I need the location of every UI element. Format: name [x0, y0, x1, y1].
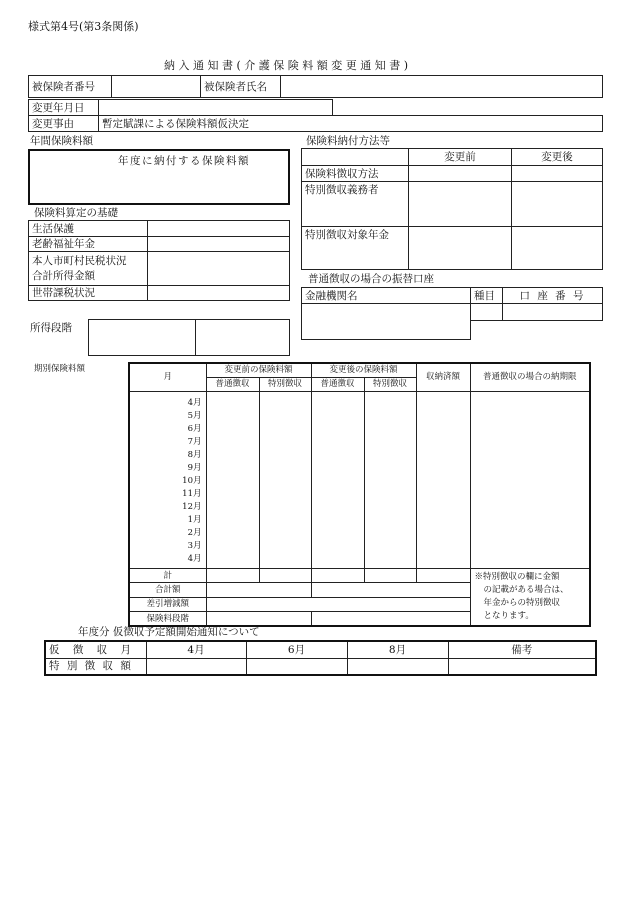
before-special-header: 特別徴収	[259, 377, 311, 391]
income-stage-field[interactable]	[196, 320, 290, 356]
paid-header: 収納済額	[416, 363, 470, 391]
form-number: 様式第4号(第3条関係)	[28, 20, 139, 33]
amount-cell[interactable]	[416, 461, 470, 474]
provisional-month: 6月	[246, 641, 347, 658]
provisional-month-label: 仮 徴 収 月	[45, 641, 146, 658]
account-label: 口 座 番 号	[503, 288, 603, 304]
insured-name-label: 被保険者氏名	[201, 76, 281, 98]
basis-row-value[interactable]	[148, 252, 290, 286]
month-label: 5月	[129, 409, 206, 422]
stage-label: 保険料段階	[129, 612, 206, 626]
income-stage-label: 所得段階	[30, 322, 72, 334]
amount-cell[interactable]	[470, 422, 590, 435]
type-label: 種目	[471, 288, 503, 304]
deadline-header: 普通徴収の場合の納期限	[470, 363, 590, 391]
amount-cell[interactable]	[416, 500, 470, 513]
amount-cell[interactable]	[206, 500, 259, 513]
income-stage-table	[88, 319, 290, 356]
provisional-month: 4月	[146, 641, 246, 658]
institution-field[interactable]	[302, 304, 471, 340]
total-cell[interactable]	[259, 569, 311, 583]
amount-cell[interactable]	[259, 513, 311, 526]
amount-cell[interactable]	[416, 487, 470, 500]
amount-cell[interactable]	[259, 448, 311, 461]
change-date-field[interactable]	[99, 100, 333, 116]
provisional-amount-cell[interactable]	[246, 658, 347, 675]
amount-cell[interactable]	[416, 539, 470, 552]
change-date-table	[28, 99, 333, 116]
note-line: となります。	[483, 611, 534, 621]
amount-cell[interactable]	[311, 526, 364, 539]
month-label: 4月	[129, 396, 206, 409]
after-normal-header: 普通徴収	[311, 377, 364, 391]
amount-cell[interactable]	[364, 435, 416, 448]
total-cell[interactable]	[416, 569, 470, 583]
provisional-month: 8月	[347, 641, 448, 658]
col-after-header: 変更後	[512, 149, 603, 166]
amount-cell[interactable]	[259, 539, 311, 552]
payment-before-field[interactable]	[409, 182, 512, 227]
month-label: 6月	[129, 422, 206, 435]
sum-before-cell[interactable]	[206, 583, 311, 597]
amount-cell[interactable]	[311, 422, 364, 435]
bank-section-label: 普通徴収の場合の振替口座	[308, 273, 434, 285]
payment-method-table	[301, 148, 603, 270]
month-label: 3月	[129, 539, 206, 552]
amount-cell[interactable]	[206, 435, 259, 448]
total-cell[interactable]	[311, 569, 364, 583]
amount-cell[interactable]	[364, 487, 416, 500]
basis-table	[28, 220, 290, 301]
amount-cell[interactable]	[311, 487, 364, 500]
bank-table	[301, 287, 603, 340]
amount-cell[interactable]	[259, 461, 311, 474]
change-reason-value: 暫定賦課による保険料額仮決定	[99, 116, 603, 132]
amount-cell[interactable]	[206, 539, 259, 552]
amount-cell[interactable]	[259, 552, 311, 569]
insured-number-label: 被保険者番号	[29, 76, 112, 98]
before-normal-header: 普通徴収	[206, 377, 259, 391]
basis-row-label: 世帯課税状況	[29, 286, 148, 301]
amount-cell[interactable]	[364, 448, 416, 461]
payment-after-field[interactable]	[512, 166, 603, 182]
amount-cell[interactable]	[259, 396, 311, 409]
amount-cell[interactable]	[259, 526, 311, 539]
payment-after-field[interactable]	[512, 182, 603, 227]
amount-cell[interactable]	[311, 409, 364, 422]
amount-cell[interactable]	[416, 422, 470, 435]
basis-row-label	[29, 252, 148, 286]
account-field[interactable]	[503, 304, 603, 321]
note-line: 年金からの特別徴収	[483, 598, 561, 608]
payment-method-label: 保険料納付方法等	[306, 135, 390, 147]
total-cell[interactable]	[206, 569, 259, 583]
period-section-label: 期別保険料額	[34, 364, 86, 374]
payment-before-field[interactable]	[409, 166, 512, 182]
amount-cell[interactable]	[311, 539, 364, 552]
diff-label: 差引増減額	[129, 597, 206, 611]
month-label: 10月	[129, 474, 206, 487]
amount-cell[interactable]	[311, 461, 364, 474]
month-label: 7月	[129, 435, 206, 448]
payment-before-field[interactable]	[409, 227, 512, 270]
basis-row-label: 生活保護	[29, 221, 148, 237]
month-label: 12月	[129, 500, 206, 513]
amount-cell[interactable]	[311, 552, 364, 569]
provisional-amount-cell[interactable]	[347, 658, 448, 675]
amount-cell[interactable]	[311, 396, 364, 409]
amount-cell[interactable]	[416, 448, 470, 461]
change-date-label: 変更年月日	[29, 100, 99, 116]
amount-cell[interactable]	[206, 422, 259, 435]
income-stage-field[interactable]	[89, 320, 196, 356]
amount-cell[interactable]	[206, 409, 259, 422]
change-reason-label: 変更事由	[29, 116, 99, 132]
month-label: 4月	[129, 552, 206, 569]
total-cell[interactable]	[364, 569, 416, 583]
basis-row-value[interactable]	[148, 221, 290, 237]
amount-cell[interactable]	[259, 409, 311, 422]
amount-cell[interactable]	[364, 409, 416, 422]
provisional-amount-label: 特 別 徴 収 額	[45, 658, 146, 675]
col-before-header: 変更前	[409, 149, 512, 166]
amount-cell[interactable]	[259, 435, 311, 448]
sum-after-cell[interactable]	[311, 583, 470, 597]
remarks-cell[interactable]	[448, 658, 596, 675]
payment-row-label: 特別徴収対象年金	[302, 227, 409, 270]
provisional-table	[44, 640, 597, 676]
amount-cell[interactable]	[259, 422, 311, 435]
month-label: 9月	[129, 461, 206, 474]
amount-cell[interactable]	[416, 474, 470, 487]
payment-after-field[interactable]	[512, 227, 603, 270]
amount-cell[interactable]	[206, 487, 259, 500]
annual-premium-label: 年間保険料額	[30, 135, 93, 147]
amount-cell[interactable]	[470, 500, 590, 513]
amount-cell[interactable]	[470, 409, 590, 422]
amount-cell[interactable]	[259, 500, 311, 513]
payment-row-label: 保険料徴収方法	[302, 166, 409, 182]
annual-premium-text: 年度に納付する保険料額	[118, 155, 250, 167]
amount-cell[interactable]	[416, 435, 470, 448]
amount-cell[interactable]	[470, 396, 590, 409]
amount-cell[interactable]	[311, 435, 364, 448]
basis-row-label: 老齢福祉年金	[29, 237, 148, 252]
insured-name-field[interactable]	[281, 76, 603, 98]
month-label: 2月	[129, 526, 206, 539]
amount-cell[interactable]	[364, 513, 416, 526]
basis-section-label: 保険料算定の基礎	[34, 207, 118, 219]
basis-row-value[interactable]	[148, 286, 290, 301]
amount-cell[interactable]	[470, 552, 590, 569]
amount-cell[interactable]	[206, 461, 259, 474]
amount-cell[interactable]	[416, 396, 470, 409]
after-special-header: 特別徴収	[364, 377, 416, 391]
insured-info-table	[28, 75, 603, 98]
amount-cell[interactable]	[364, 500, 416, 513]
amount-cell[interactable]	[470, 526, 590, 539]
total-label: 計	[129, 569, 206, 583]
amount-cell[interactable]	[259, 474, 311, 487]
month-label: 11月	[129, 487, 206, 500]
amount-cell[interactable]	[364, 396, 416, 409]
after-header: 変更後の保険料額	[311, 363, 416, 377]
amount-cell[interactable]	[470, 513, 590, 526]
amount-cell[interactable]	[470, 539, 590, 552]
amount-cell[interactable]	[364, 539, 416, 552]
stage-after-cell[interactable]	[311, 612, 470, 626]
amount-cell[interactable]	[206, 474, 259, 487]
amount-cell[interactable]	[364, 422, 416, 435]
amount-cell[interactable]	[416, 409, 470, 422]
remarks-header: 備考	[448, 641, 596, 658]
amount-cell[interactable]	[206, 552, 259, 569]
amount-cell[interactable]	[416, 552, 470, 569]
amount-cell[interactable]	[364, 474, 416, 487]
month-label: 8月	[129, 448, 206, 461]
month-label: 1月	[129, 513, 206, 526]
amount-cell[interactable]	[206, 448, 259, 461]
amount-cell[interactable]	[416, 513, 470, 526]
note-line: ※特別徴収の欄に金額	[474, 572, 560, 582]
amount-cell[interactable]	[470, 461, 590, 474]
basis-row-value[interactable]	[148, 237, 290, 252]
amount-cell[interactable]	[311, 474, 364, 487]
amount-cell[interactable]	[311, 513, 364, 526]
basis-tax-status-label: 本人市町村民税状況	[32, 254, 127, 267]
amount-cell[interactable]	[206, 513, 259, 526]
provisional-amount-cell[interactable]	[146, 658, 246, 675]
type-field[interactable]	[471, 304, 503, 321]
amount-cell[interactable]	[416, 526, 470, 539]
month-header: 月	[129, 363, 206, 391]
before-header: 変更前の保険料額	[206, 363, 311, 377]
amount-cell[interactable]	[206, 526, 259, 539]
special-collection-note	[470, 569, 590, 627]
amount-cell[interactable]	[470, 435, 590, 448]
diff-cell[interactable]	[206, 597, 470, 611]
amount-cell[interactable]	[311, 448, 364, 461]
note-line: の記載がある場合は、	[483, 585, 569, 595]
amount-cell[interactable]	[364, 526, 416, 539]
sum-label: 合計額	[129, 583, 206, 597]
amount-cell[interactable]	[364, 552, 416, 569]
amount-cell[interactable]	[470, 448, 590, 461]
stage-before-cell[interactable]	[206, 612, 311, 626]
amount-cell[interactable]	[470, 474, 590, 487]
provisional-title: 年度分 仮徴収予定額開始通知について	[78, 626, 260, 638]
period-table	[128, 362, 591, 627]
amount-cell[interactable]	[364, 461, 416, 474]
basis-total-income-label: 合計所得金額	[32, 269, 95, 282]
insured-number-field[interactable]	[112, 76, 201, 98]
amount-cell[interactable]	[206, 396, 259, 409]
amount-cell[interactable]	[470, 487, 590, 500]
payment-row-label: 特別徴収義務者	[302, 182, 409, 227]
amount-cell[interactable]	[259, 487, 311, 500]
institution-label: 金融機関名	[302, 288, 471, 304]
amount-cell[interactable]	[311, 500, 364, 513]
page-title: 納 入 通 知 書 ( 介 護 保 険 料 額 変 更 通 知 書 )	[164, 59, 409, 72]
change-reason-table	[28, 115, 603, 132]
